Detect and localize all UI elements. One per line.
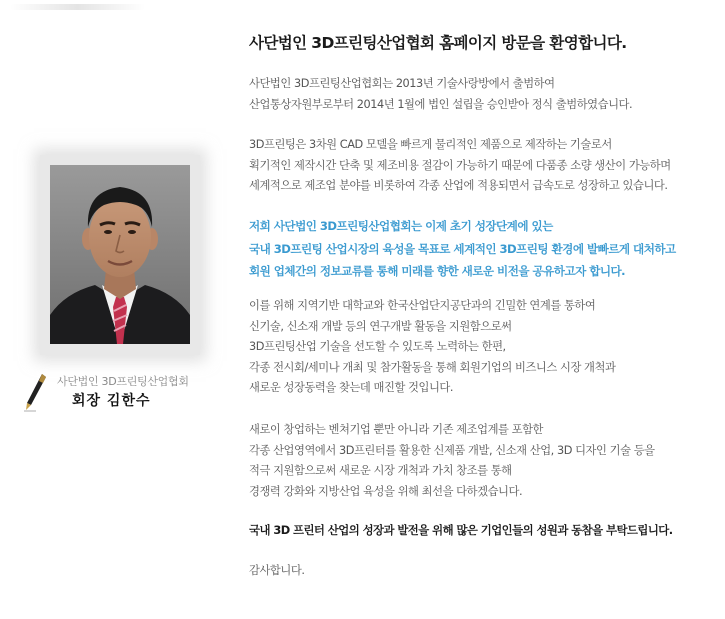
profile-column xyxy=(0,0,240,619)
paragraph-line: 적극 지원함으로써 새로운 시장 개척과 가치 창조를 통해 xyxy=(249,464,512,477)
paragraph-line: 획기적인 제작시간 단축 및 제조비용 절감이 가능하기 때문에 다품종 소량 생산이 가능하며 xyxy=(249,158,671,172)
paragraph-support xyxy=(249,420,655,502)
paragraph-line: 국내 3D 프린터 산업의 성장과 발전을 위해 많은 기업인들의 성원과 동참을 부탁드립니다. xyxy=(249,523,673,537)
paragraph-line: 이를 위해 지역기반 대학교와 한국산업단지공단과의 긴밀한 연계를 통하여 xyxy=(249,299,596,312)
paragraph-line: 경쟁력 강화와 지방산업 육성을 위해 최선을 다하겠습니다. xyxy=(249,484,523,498)
paragraph-about-3d-printing xyxy=(249,135,671,197)
paragraph-vision-highlight xyxy=(249,215,676,283)
paragraph-line: 각종 산업영역에서 3D프린터를 활용한 신제품 개발, 신소재 산업, 3D 디자인 기술 등을 xyxy=(249,443,655,457)
paragraph-line: 새로이 창업하는 벤쳐기업 뿐만 아니라 기존 제조업계를 포함한 xyxy=(249,423,544,436)
president-org-caption: 사단법인 3D프린팅산업협회 xyxy=(57,375,189,388)
paragraph-activities xyxy=(249,296,615,399)
paragraph-line: 3D프린팅은 3차원 CAD 모델을 빠르게 물리적인 제품으로 제작하는 기술로서 xyxy=(249,138,612,151)
paragraph-line: 사단법인 3D프린팅산업협회는 2013년 기술사랑방에서 출범하여 xyxy=(249,77,555,90)
paragraph-thanks xyxy=(249,561,304,582)
paragraph-line: 산업통상자원부로부터 2014년 1월에 법인 설립을 승인받아 정식 출범하였습니다. xyxy=(249,97,633,111)
president-name: 회장 김한수 xyxy=(72,393,151,409)
paragraph-line: 각종 전시회/세미나 개최 및 참가활동을 통해 회원기업의 비즈니스 시장 개척과 xyxy=(249,360,616,374)
paragraph-appeal xyxy=(249,520,673,541)
paragraph-line: 회원 업체간의 정보교류를 통해 미래를 향한 새로운 비전을 공유하고자 합니다. xyxy=(249,264,626,278)
paragraph-history xyxy=(249,74,632,115)
paragraph-line: 새로운 성장동력을 찾는데 매진할 것입니다. xyxy=(249,381,454,394)
fountain-pen-icon xyxy=(22,372,48,412)
paragraph-line: 저희 사단법인 3D프린팅산업협회는 이제 초기 성장단계에 있는 xyxy=(249,219,553,233)
president-portrait xyxy=(50,165,190,344)
paragraph-line: 국내 3D프린팅 산업시장의 육성을 목표로 세계적인 3D프린팅 환경에 발빠르게 대처하고 xyxy=(249,241,676,256)
paragraph-line: 신기술, 신소재 개발 등의 연구개발 활동을 지원함으로써 xyxy=(249,319,512,333)
page-title: 사단법인 3D프린팅산업협회 홈페이지 방문을 환영합니다. xyxy=(249,34,627,52)
paragraph-line: 감사합니다. xyxy=(249,564,305,577)
top-decoration xyxy=(10,4,145,10)
president-portrait-frame xyxy=(40,155,200,355)
paragraph-line: 세계적으로 제조업 분야를 비롯하여 각종 산업에 적용되면서 급속도로 성장하고 있습니다. xyxy=(249,179,668,192)
paragraph-line: 3D프린팅산업 기술을 선도할 수 있도록 노력하는 한편, xyxy=(249,340,506,353)
